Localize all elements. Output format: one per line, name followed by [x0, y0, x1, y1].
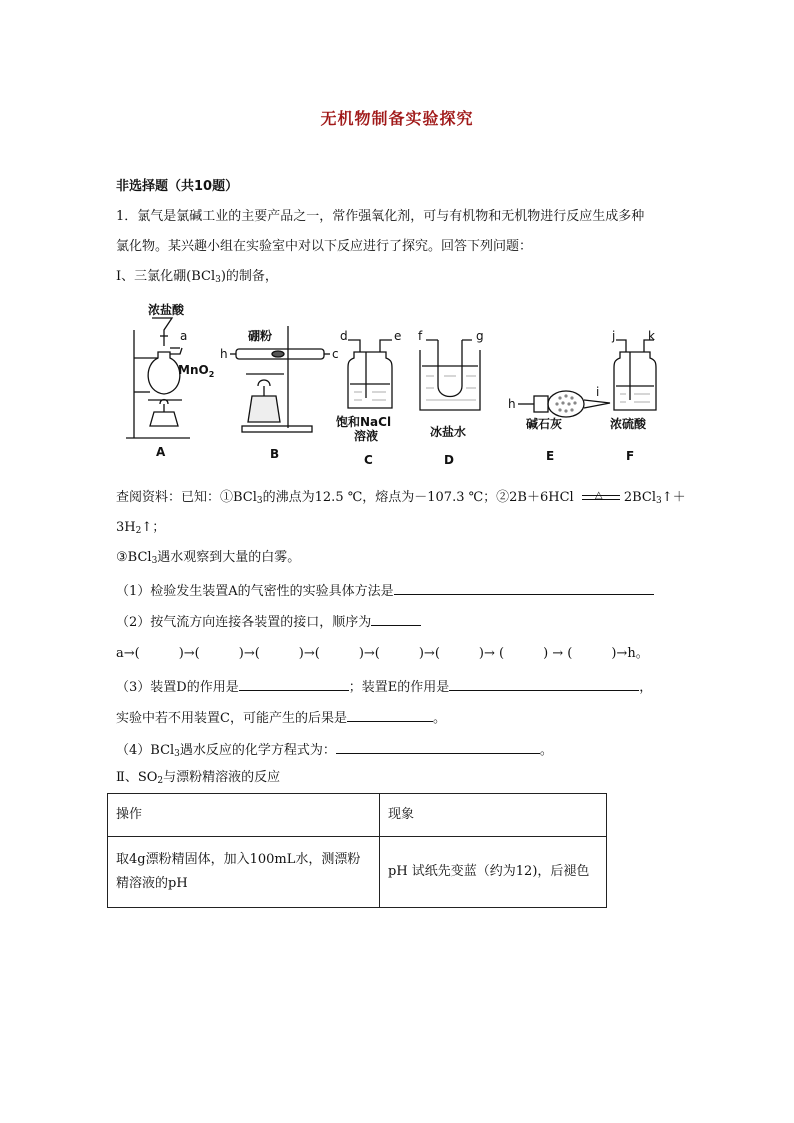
- table-row: [108, 837, 607, 908]
- table-cell-operation: 取4g漂粉精固体，加入100mL水，测漂粉精溶液的pH: [108, 837, 380, 908]
- label-f-port-right: k: [648, 329, 655, 343]
- label-c-reagent-2: 溶液: [354, 429, 379, 443]
- label-a-reagent-top: 浓盐酸: [148, 303, 185, 317]
- info-line-2: $3H_2↑$；: [116, 520, 166, 536]
- question-intro-line-2: 氯化物。某兴趣小组在实验室中对以下反应进行了探究。回答下列问题：: [116, 239, 533, 254]
- label-d-port-left: f: [418, 329, 423, 343]
- label-e-port-right: i: [596, 385, 600, 399]
- apparatus-diagram: [120, 300, 680, 475]
- label-d-reagent: 冰盐水: [430, 425, 467, 439]
- info-line-1: 查阅资料：已知：①BCl$_3$的沸点为12.5 ℃，熔点为－107.3 ℃；②2B＋6HCl △ 2BCl$_3$↑＋: [116, 489, 686, 506]
- caption-d: D: [444, 453, 454, 467]
- caption-a: A: [156, 445, 166, 459]
- caption-e: E: [546, 449, 555, 463]
- apparatus-d-beaker: [420, 350, 480, 410]
- label-b-reagent: 硼粉: [248, 329, 273, 343]
- table-header-operation: 操作: [108, 794, 380, 837]
- answer-blank-1[interactable]: [394, 581, 654, 595]
- operation-table: [107, 793, 607, 908]
- label-d-port-right: g: [476, 329, 484, 343]
- caption-c: C: [364, 453, 373, 467]
- label-a-port: a: [180, 329, 188, 343]
- answer-blank-3b[interactable]: [449, 677, 639, 691]
- subquestion-2: （2）按气流方向连接各装置的接口，顺序为: [116, 612, 421, 632]
- label-b-port-left: h: [220, 347, 228, 361]
- subquestion-3-line-2: 实验中若不用装置C，可能产生的后果是 。: [116, 708, 446, 728]
- label-e-port-left: h: [508, 397, 516, 411]
- section-header: 非选择题（共10题）: [116, 179, 239, 194]
- question-intro-line-1: 1．氯气是氯碱工业的主要产品之一，常作强氧化剂，可与有机物和无机物进行反应生成多种: [116, 209, 645, 224]
- table-cell-phenomenon: pH 试纸先变蓝（约为12)，后褪色: [380, 837, 607, 908]
- answer-blank-3a[interactable]: [239, 677, 349, 691]
- label-c-port-right: e: [394, 329, 402, 343]
- answer-blank-3c[interactable]: [347, 708, 433, 722]
- apparatus-figure: [120, 300, 680, 475]
- caption-f: F: [626, 449, 635, 463]
- table-header-phenomenon: 现象: [380, 794, 607, 837]
- label-c-port-left: d: [340, 329, 348, 343]
- subquestion-1: （1）检验发生装置A的气密性的实验具体方法是: [116, 581, 654, 601]
- label-a-reagent: MnO$_2$: [178, 363, 215, 379]
- apparatus-f-bottle: [614, 352, 656, 410]
- answer-blank-2[interactable]: [371, 612, 421, 626]
- heating-arrow: △: [578, 491, 624, 505]
- subquestion-4: （4）BCl$_3$遇水反应的化学方程式为： 。: [116, 740, 553, 763]
- label-e-reagent: 碱石灰: [526, 417, 563, 431]
- part2-title: Ⅱ、$SO_2$与漂粉精溶液的反应: [116, 770, 281, 786]
- caption-b: B: [270, 447, 280, 461]
- label-f-reagent: 浓硫酸: [610, 417, 647, 431]
- subquestion-3: （3）装置D的作用是 ；装置E的作用是 ，: [116, 677, 652, 697]
- label-c-reagent-1: 饱和NaCl: [336, 415, 392, 429]
- label-f-port-left: j: [612, 329, 616, 343]
- answer-blank-4[interactable]: [336, 740, 540, 754]
- label-b-port-right: c: [332, 347, 339, 361]
- part1-title: Ⅰ、三氯化硼(BCl$_3$)的制备，: [116, 269, 278, 285]
- subquestion-2-sequence[interactable]: a→( )→( )→( )→( )→( )→( )→ ( ) → ( )→h。: [116, 646, 649, 661]
- page-title: 无机物制备实验探究: [320, 109, 474, 128]
- info-line-3: ③BCl$_3$遇水观察到大量的白雾。: [116, 550, 301, 566]
